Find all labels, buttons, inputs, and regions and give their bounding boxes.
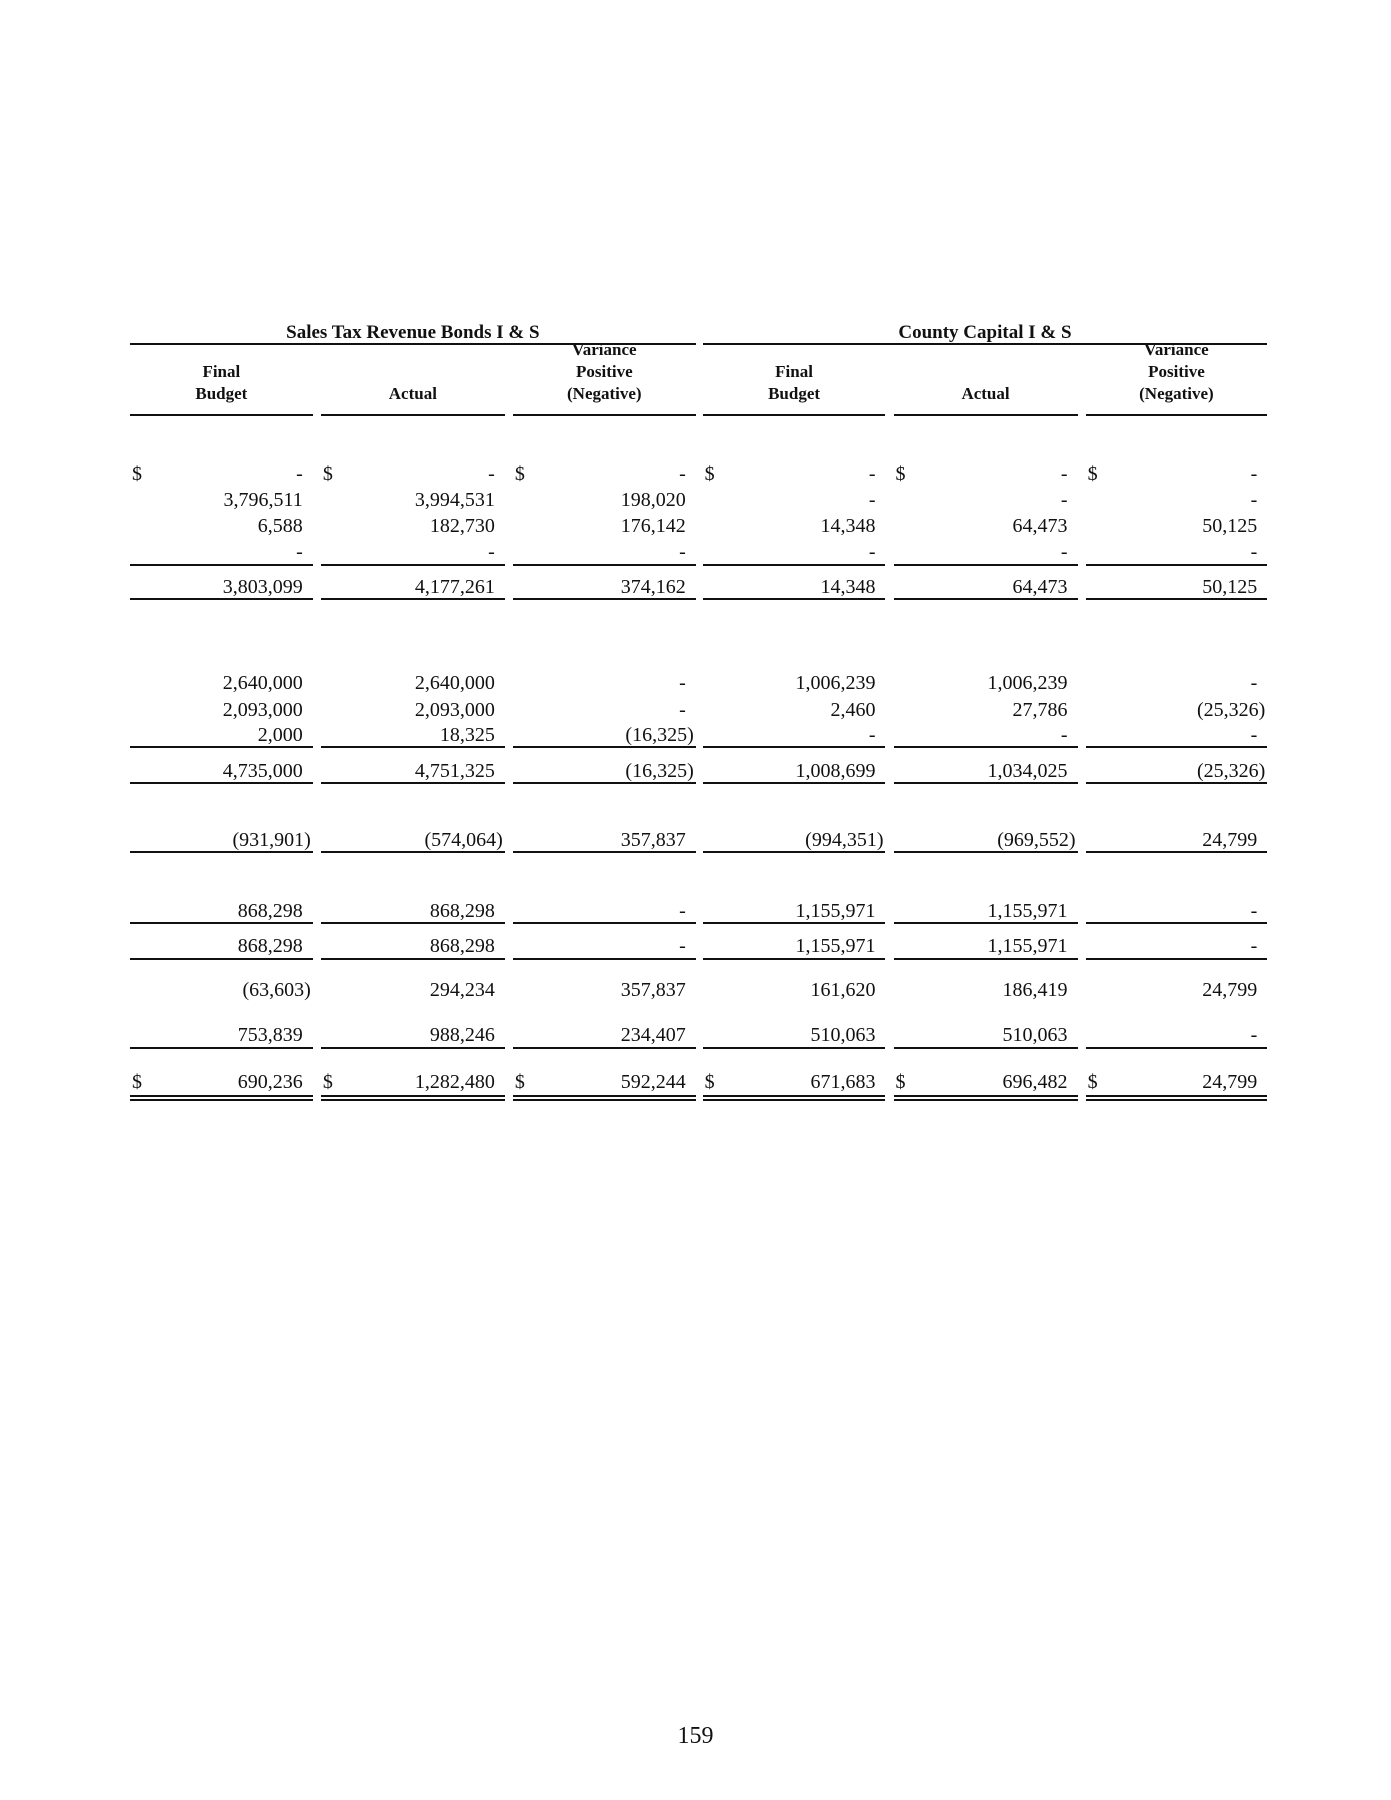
column-header-line: Final	[202, 362, 241, 382]
table-cell: 198,020	[620, 489, 686, 512]
currency-symbol: $	[514, 1071, 525, 1094]
table-cell: 14,348	[820, 575, 876, 598]
row-underline	[321, 598, 505, 600]
column-header-line: Budget	[768, 384, 821, 404]
table-cell: (969,552)	[997, 828, 1076, 851]
table-cell: 1,155,971	[987, 935, 1068, 958]
row-underline	[321, 746, 505, 748]
row-underline	[321, 922, 505, 924]
table-cell: 357,837	[620, 828, 686, 851]
currency-symbol: $	[1087, 462, 1098, 485]
column-header-line: (Negative)	[1139, 384, 1214, 404]
table-cell: 3,796,511	[223, 489, 303, 512]
row-underline	[894, 782, 1078, 784]
row-underline	[130, 564, 313, 566]
row-underline	[894, 922, 1078, 924]
table-cell: -	[679, 698, 686, 721]
table-cell: 988,246	[429, 1024, 495, 1046]
column-header-line: Variance	[572, 340, 637, 360]
column-header-underline	[894, 414, 1078, 416]
table-cell: 18,325	[439, 723, 495, 746]
currency-symbol: $	[131, 462, 142, 485]
row-underline	[130, 958, 313, 960]
row-underline	[894, 598, 1078, 600]
currency-symbol: $	[895, 1071, 906, 1094]
table-cell: 868,298	[237, 935, 303, 958]
row-underline	[513, 746, 696, 748]
row-underline	[130, 746, 313, 748]
column-header-line: Final	[775, 362, 813, 382]
table-cell: 64,473	[1012, 514, 1068, 537]
table-cell: 1,006,239	[795, 672, 876, 695]
table-cell: 176,142	[620, 514, 686, 537]
table-cell: -	[1250, 489, 1258, 512]
table-cell: -	[296, 541, 303, 563]
row-underline	[513, 958, 696, 960]
table-cell: -	[1250, 899, 1258, 922]
table-cell: 3,994,531	[414, 489, 495, 512]
table-cell: 592,244	[620, 1071, 686, 1094]
row-underline	[130, 1047, 313, 1049]
table-cell: -	[1250, 1024, 1258, 1046]
table-cell: 2,640,000	[222, 672, 303, 695]
column-header	[321, 383, 505, 405]
table-cell: -	[488, 541, 495, 563]
table-cell: (63,603)	[242, 979, 311, 1002]
table-cell: 2,093,000	[222, 698, 303, 721]
row-underline	[1086, 782, 1268, 784]
row-underline	[513, 1047, 696, 1049]
double-underline	[130, 1095, 313, 1097]
table-cell: 4,177,261	[414, 575, 495, 598]
column-header-line: Budget	[195, 384, 248, 404]
row-underline	[1086, 564, 1268, 566]
table-cell: 50,125	[1202, 514, 1258, 537]
table-cell: -	[296, 462, 303, 485]
column-header-underline	[513, 414, 696, 416]
table-cell: -	[679, 672, 686, 695]
double-underline	[894, 1099, 1078, 1101]
group-title: County Capital I & S	[898, 321, 1072, 343]
row-underline	[513, 922, 696, 924]
row-underline	[321, 564, 505, 566]
double-underline	[130, 1099, 313, 1101]
column-header-line: Positive	[575, 362, 633, 382]
table-cell: -	[1060, 489, 1068, 512]
row-underline	[321, 782, 505, 784]
row-underline	[130, 851, 313, 853]
table-cell: -	[679, 541, 686, 563]
currency-symbol: $	[704, 1071, 715, 1094]
table-cell: -	[868, 462, 876, 485]
table-cell: 4,735,000	[222, 759, 303, 782]
row-underline	[321, 958, 505, 960]
table-cell: 14,348	[820, 514, 876, 537]
table-cell: 1,155,971	[795, 899, 876, 922]
table-cell: (574,064)	[424, 828, 503, 851]
row-underline	[703, 564, 886, 566]
currency-symbol: $	[704, 462, 715, 485]
table-cell: 4,751,325	[414, 759, 495, 782]
table-cell: 182,730	[429, 514, 495, 537]
table-cell: 1,155,971	[795, 935, 876, 958]
table-cell: 234,407	[620, 1024, 686, 1046]
column-header	[1086, 339, 1268, 405]
column-header-underline	[130, 414, 313, 416]
table-cell: 24,799	[1202, 979, 1258, 1002]
table-cell: 671,683	[810, 1071, 876, 1094]
table-cell: 1,006,239	[987, 672, 1068, 695]
column-header-underline	[703, 414, 886, 416]
table-cell: -	[679, 899, 686, 922]
table-cell: 27,786	[1012, 698, 1068, 721]
table-cell: 868,298	[429, 899, 495, 922]
table-cell: 868,298	[237, 899, 303, 922]
table-cell: -	[488, 462, 495, 485]
table-cell: 357,837	[620, 979, 686, 1002]
currency-symbol: $	[131, 1071, 142, 1094]
row-underline	[513, 564, 696, 566]
table-cell: 161,620	[810, 979, 876, 1002]
row-underline	[1086, 958, 1268, 960]
double-underline	[1086, 1099, 1268, 1101]
double-underline	[321, 1099, 505, 1101]
row-underline	[894, 851, 1078, 853]
double-underline	[513, 1099, 696, 1101]
row-underline	[703, 958, 886, 960]
double-underline	[703, 1099, 886, 1101]
double-underline	[321, 1095, 505, 1097]
row-underline	[513, 782, 696, 784]
row-underline	[894, 746, 1078, 748]
table-cell: 3,803,099	[222, 575, 303, 598]
row-underline	[1086, 746, 1268, 748]
table-cell: (931,901)	[232, 828, 311, 851]
table-cell: 2,093,000	[414, 698, 495, 721]
table-cell: (25,326)	[1196, 698, 1266, 721]
row-underline	[703, 1047, 886, 1049]
table-cell: -	[1060, 541, 1068, 563]
table-cell: 2,000	[257, 723, 303, 746]
column-header	[703, 361, 886, 405]
table-cell: 1,008,699	[795, 759, 876, 782]
table-cell: (16,325)	[625, 723, 694, 746]
table-cell: -	[868, 489, 876, 512]
row-underline	[894, 564, 1078, 566]
column-header-line: Variance	[1144, 340, 1209, 360]
table-cell: -	[1250, 723, 1258, 746]
table-cell: 753,839	[237, 1024, 303, 1046]
column-header	[894, 383, 1078, 405]
table-cell: 374,162	[620, 575, 686, 598]
table-cell: -	[1060, 462, 1068, 485]
table-cell: 1,034,025	[987, 759, 1068, 782]
table-cell: -	[1060, 723, 1068, 746]
row-underline	[321, 851, 505, 853]
column-header-line: Positive	[1148, 362, 1205, 382]
row-underline	[1086, 598, 1268, 600]
table-cell: 186,419	[1002, 979, 1068, 1002]
column-header	[130, 361, 313, 405]
currency-symbol: $	[514, 462, 525, 485]
table-cell: (994,351)	[805, 828, 884, 851]
row-underline	[703, 851, 886, 853]
row-underline	[513, 851, 696, 853]
double-underline	[894, 1095, 1078, 1097]
table-cell: -	[1250, 672, 1258, 695]
row-underline	[321, 1047, 505, 1049]
table-cell: 24,799	[1202, 828, 1258, 851]
currency-symbol: $	[322, 462, 333, 485]
table-cell: 2,640,000	[414, 672, 495, 695]
group-title: Sales Tax Revenue Bonds I & S	[286, 321, 540, 343]
table-cell: 690,236	[237, 1071, 303, 1094]
currency-symbol: $	[322, 1071, 333, 1094]
row-underline	[894, 1047, 1078, 1049]
table-cell: -	[679, 462, 686, 485]
row-underline	[703, 782, 886, 784]
table-cell: 50,125	[1202, 575, 1258, 598]
row-underline	[1086, 922, 1268, 924]
row-underline	[703, 598, 886, 600]
double-underline	[513, 1095, 696, 1097]
table-cell: -	[868, 723, 876, 746]
column-header-underline	[1086, 414, 1268, 416]
table-cell: 1,282,480	[414, 1071, 495, 1094]
table-cell: -	[679, 935, 686, 958]
row-underline	[703, 922, 886, 924]
table-cell: -	[1250, 541, 1258, 563]
column-header-line: (Negative)	[567, 384, 642, 404]
column-header-line: Actual	[388, 384, 437, 404]
table-cell: (16,325)	[625, 759, 694, 782]
column-header-underline	[321, 414, 505, 416]
double-underline	[1086, 1095, 1268, 1097]
table-cell: 1,155,971	[987, 899, 1068, 922]
table-cell: (25,326)	[1196, 759, 1266, 782]
page-number: 159	[677, 1722, 714, 1749]
row-underline	[703, 746, 886, 748]
table-cell: 6,588	[257, 514, 303, 537]
table-cell: 510,063	[810, 1024, 876, 1046]
table-cell: 696,482	[1002, 1071, 1068, 1094]
table-cell: 294,234	[429, 979, 495, 1002]
double-underline	[703, 1095, 886, 1097]
row-underline	[130, 782, 313, 784]
table-cell: 24,799	[1202, 1071, 1258, 1094]
row-underline	[894, 958, 1078, 960]
table-cell: -	[868, 541, 876, 563]
column-header	[513, 339, 696, 405]
table-cell: -	[1250, 935, 1258, 958]
row-underline	[513, 598, 696, 600]
column-header-line: Actual	[961, 384, 1010, 404]
table-cell: 2,460	[830, 698, 876, 721]
row-underline	[130, 598, 313, 600]
table-cell: 510,063	[1002, 1024, 1068, 1046]
table-cell: 64,473	[1012, 575, 1068, 598]
table-cell: 868,298	[429, 935, 495, 958]
row-underline	[1086, 1047, 1268, 1049]
row-underline	[130, 922, 313, 924]
row-underline	[1086, 851, 1268, 853]
currency-symbol: $	[1087, 1071, 1098, 1094]
currency-symbol: $	[895, 462, 906, 485]
table-cell: -	[1250, 462, 1258, 485]
